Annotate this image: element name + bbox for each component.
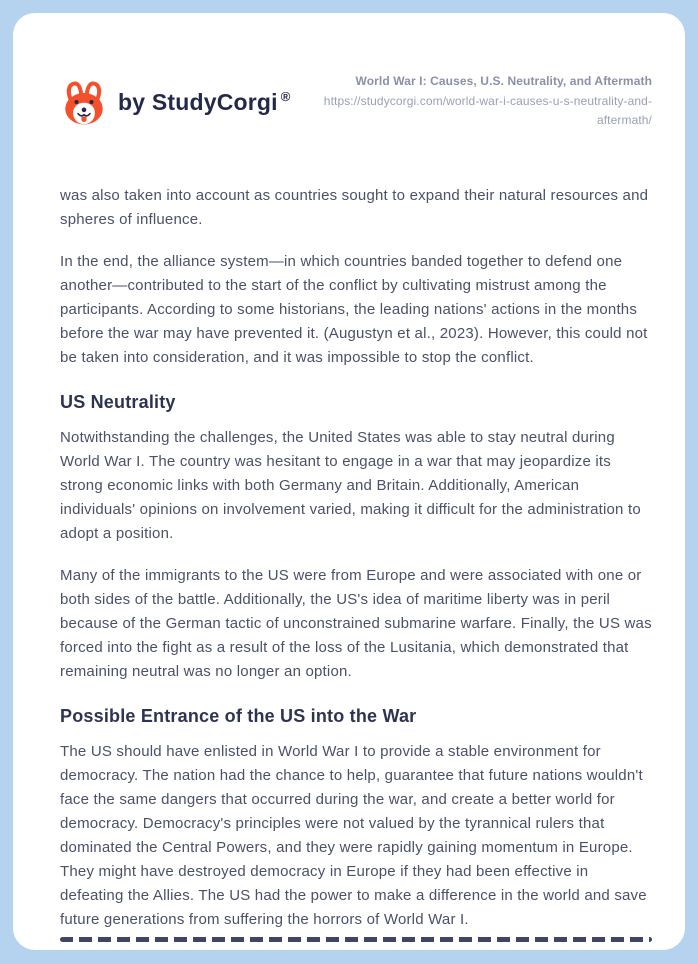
paragraph: Many of the immigrants to the US were from Europe and were associated with one or both sides of the battle. Additionally, the US's idea of maritime liberty was in peril because of the German tactic of unconstrained submarine warfare. Finally, the US was forced into the fight as a result of the loss of the Lusitania, which demonstrated that remaining neutral was no longer an option. — [60, 567, 652, 680]
document-card — [13, 13, 685, 950]
paragraph: was also taken into account as countries sought to expand their natural resources and spheres of influence. — [60, 187, 649, 228]
studycorgi-brand — [60, 77, 291, 127]
section-heading-us-neutrality: US Neutrality — [60, 392, 176, 412]
article-body — [60, 184, 652, 932]
brand-text: by StudyCorgi ® — [118, 88, 291, 115]
paragraph: Notwithstanding the challenges, the United States was able to stay neutral during World War I. The country was hesitant to engage in a war that may jeopardize its strong economic links with both Germany and Britain. Additionally, American individuals' opinions on involvement varied, making it difficult for the administration to adopt a position. — [60, 429, 641, 542]
section-heading-possible-entrance: Possible Entrance of the US into the War — [60, 706, 417, 726]
corgi-face-icon — [60, 77, 108, 127]
paragraph: The US should have enlisted in World War I to provide a stable environment for democracy. The nation had the chance to help, guarantee that future nations wouldn't face the same dangers that occurred during the war, and create a better world for democracy. Democracy's principles were not valued by the tyrannical rulers that dominated the Central Powers, and they were rapidly gaining momentum in Europe. They might have destroyed democracy in Europe if they had been effective in defeating the Allies. The US had the power to make a difference in the world and save future generations from suffering the horrors of World War I. — [60, 743, 647, 928]
paragraph: In the end, the alliance system—in which countries banded together to defend one another—contributed to the start of the conflict by cultivating mistrust among the participants. According to some historians, the leading nations' actions in the months before the war may have prevented it. (Augustyn et al., 2023). However, this could not be taken into consideration, and it was impossible to stop the conflict. — [60, 253, 648, 366]
registered-trademark-symbol: ® — [280, 88, 291, 104]
bottom-divider — [60, 937, 652, 942]
document-title: World War I: Causes, U.S. Neutrality, and Aftermath — [355, 74, 652, 89]
document-header — [60, 71, 652, 133]
document-url-link[interactable]: https://studycorgi.com/world-war-i-causes-u-s-neutrality-and-aftermath/ — [323, 94, 652, 127]
document-meta — [320, 74, 652, 129]
